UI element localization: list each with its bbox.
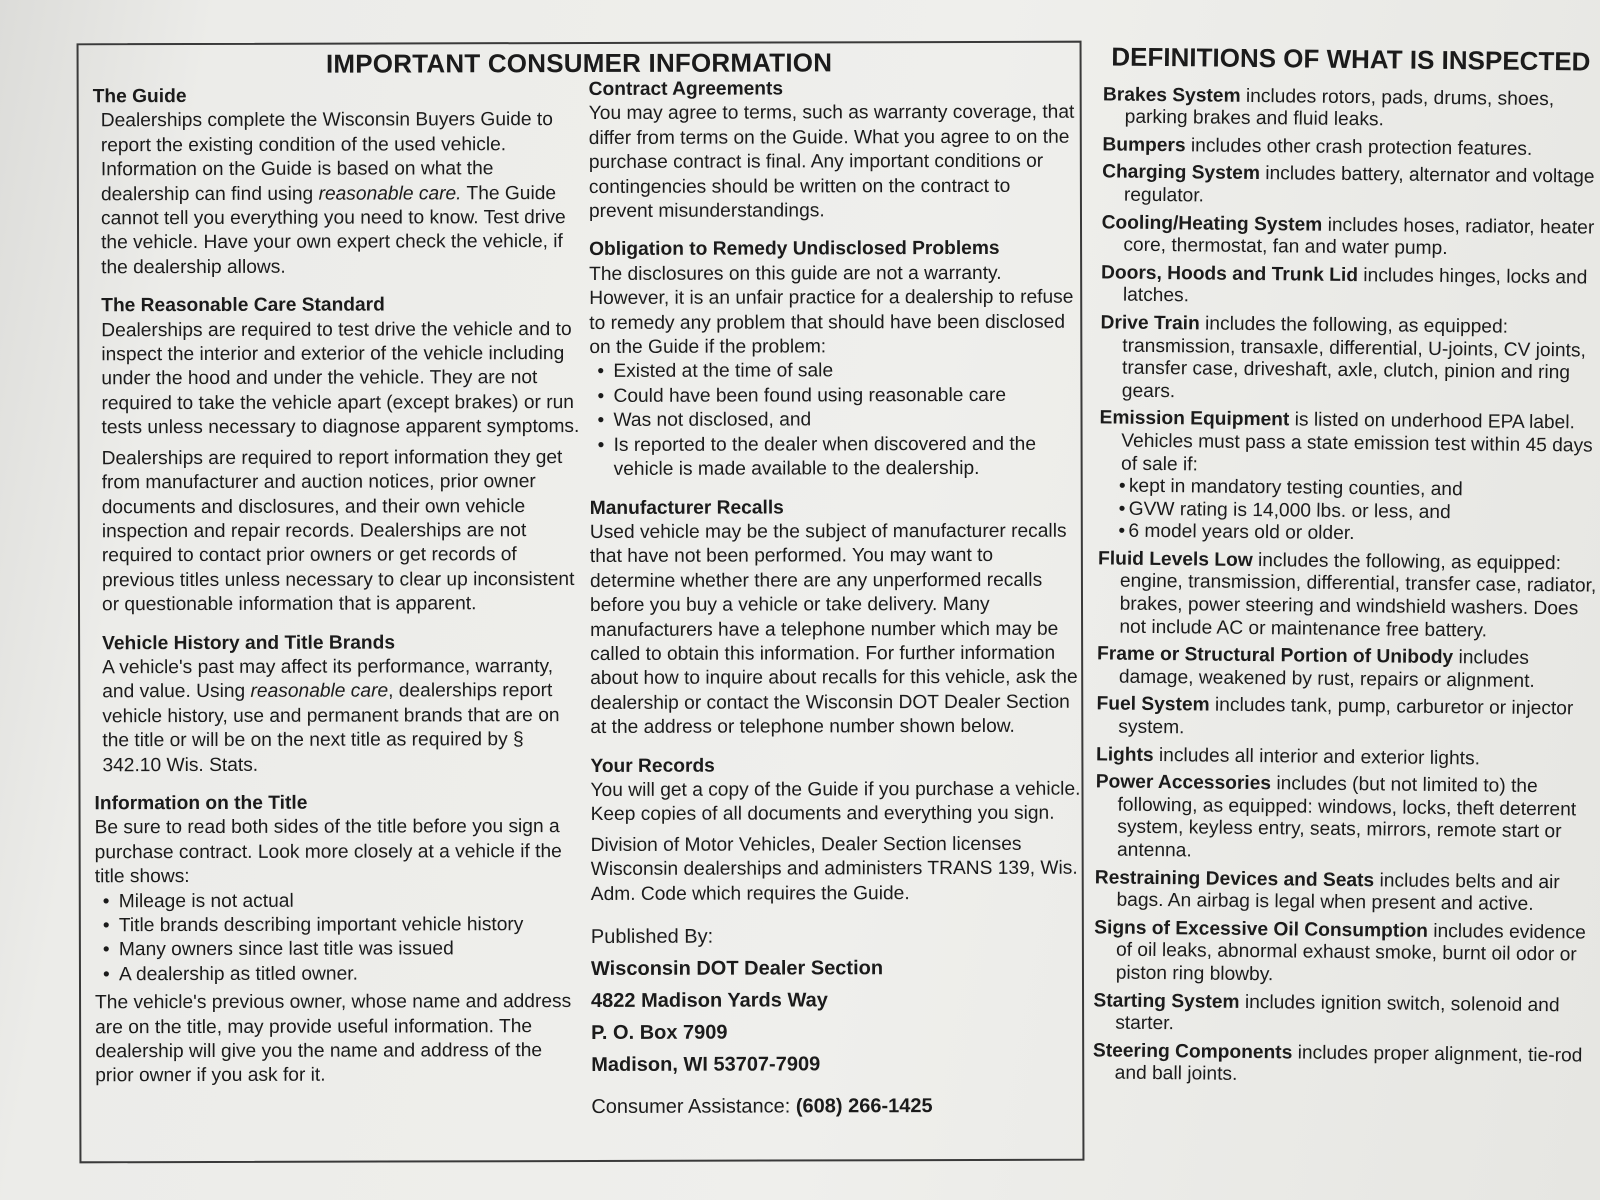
definition-desc: includes the following, as equipped: transmission, transaxle, differential, U-joints, CV joints, transfer case, driveshaft, axle, clutch, pinion and ring gears.: [1121, 313, 1586, 402]
title-bullet: • A dealership as titled owner.: [95, 962, 585, 988]
definition-term: Brakes System: [1102, 84, 1241, 107]
contract-heading: Contract Agreements: [588, 78, 784, 100]
definition-item: [1099, 408, 1600, 481]
definition-desc: is listed on underhood EPA label. Vehicles must pass a state emission test within 45 days of sale if:: [1120, 409, 1593, 475]
emission-bullet: • GVW rating is 14,000 lbs. or less, and: [1099, 498, 1599, 526]
section-history: [94, 631, 584, 779]
history-text: [94, 655, 584, 778]
definition-term: Charging System: [1102, 161, 1261, 185]
guide-text-a: Dealerships complete the Wisconsin Buyers Guide to report the existing condition of the used vehicle. Information on the Guide is based on what the dealership can find using: [100, 109, 553, 205]
reasonable-care-p1: Dealerships are required to test drive the vehicle and to inspect the interior and exterior of the vehicle including under the hood and under the vehicle. They are not required to take the vehicle apart (except brakes) or run tests unless necessary to diagnose apparent symptoms.: [101, 318, 580, 439]
column-right: [589, 77, 1082, 1120]
guide-text-emphasis: reasonable care.: [318, 182, 462, 205]
definition-item: [1103, 84, 1600, 134]
definition-desc: includes ignition switch, solenoid and starter.: [1115, 991, 1560, 1035]
definition-desc: includes (but not limited to) the following, as equipped: windows, locks, theft deterrent system, keyless entry, seats, mirrors, remote start or antenna.: [1116, 773, 1577, 862]
definition-desc: includes proper alignment, tie-rod and ball joints.: [1114, 1042, 1583, 1086]
records-p1: You will get a copy of the Guide if you purchase a vehicle. Keep copies of all documents and everything you sign.: [590, 778, 1081, 826]
obligation-intro: The disclosures on this guide are not a warranty. However, it is an unfair practice for a dealership to refuse to remedy any problem that should have been disclosed on the Guide if the problem:: [589, 262, 1074, 359]
records-p2: Division of Motor Vehicles, Dealer Section licenses Wisconsin dealerships and administers TRANS 139, Wis. Adm. Code which requires the Guide.: [590, 833, 1078, 905]
obligation-bullet: • Is reported to the dealer when discovered and the vehicle is made available to the dealership.: [590, 432, 1080, 482]
definition-item: [1097, 548, 1598, 644]
consumer-assistance: [591, 1094, 1081, 1120]
reasonable-care-heading: The Reasonable Care Standard: [101, 294, 385, 317]
definition-term: Signs of Excessive Oil Consumption: [1094, 917, 1429, 942]
title-bullet: • Many owners since last title was issued: [95, 937, 585, 963]
section-guide: [93, 84, 584, 281]
definition-term: Drive Train: [1100, 312, 1200, 335]
definition-desc: includes tank, pump, carburetor or injector system.: [1118, 695, 1574, 739]
history-heading: Vehicle History and Title Brands: [102, 632, 396, 654]
definition-item: [1101, 212, 1600, 262]
title-bullet: • Title brands describing important vehicle history: [95, 913, 585, 939]
recalls-heading: Manufacturer Recalls: [589, 496, 784, 519]
consumer-assistance-phone: (608) 266-1425: [795, 1095, 933, 1118]
definition-item: [1096, 694, 1596, 744]
definition-term: Steering Components: [1092, 1040, 1293, 1064]
definition-term: Emission Equipment: [1099, 407, 1290, 431]
title-info-outro: The vehicle's previous owner, whose name and address are on the title, may provide useful information. The dealership will give you the name and address of the prior owner if you ask for it.: [95, 991, 572, 1087]
definition-desc: includes evidence of oil leaks, abnormal exhaust smoke, burnt oil odor or piston ring blowby.: [1115, 920, 1586, 986]
definition-term: Frame or Structural Portion of Unibody: [1097, 643, 1454, 669]
definition-term: Bumpers: [1102, 134, 1186, 157]
definition-desc: includes rotors, pads, drums, shoes, parking brakes and fluid leaks.: [1124, 85, 1555, 131]
box-title: IMPORTANT CONSUMER INFORMATION: [325, 47, 833, 79]
column-left: [93, 84, 586, 1103]
definition-item: [1102, 162, 1600, 212]
section-reasonable-care: [93, 293, 584, 618]
definition-desc: includes belts and air bags. An airbag is legal when present and active.: [1116, 869, 1560, 916]
published-street: 4822 Madison Yards Way: [591, 989, 828, 1012]
definition-item: [1094, 917, 1595, 990]
definitions-panel: [1092, 41, 1600, 1095]
section-obligation: [589, 237, 1080, 482]
obligation-bullet: • Could have been found using reasonable care: [589, 384, 1079, 410]
definition-item: [1101, 262, 1600, 312]
contract-text: You may agree to terms, such as warranty coverage, that differ from terms on the Guide. What you agree to on the purchase contract is final. Any important conditions or contingencies should be written on the contract to prevent misunderstandings.: [588, 102, 1075, 223]
definition-desc: includes all interior and exterior lights.: [1158, 744, 1481, 770]
published-org: Wisconsin DOT Dealer Section: [590, 957, 884, 980]
definition-desc: includes battery, alternator and voltage regulator.: [1123, 163, 1595, 207]
guide-heading: The Guide: [92, 86, 187, 108]
definition-desc: includes hinges, locks and latches.: [1122, 264, 1588, 307]
obligation-heading: Obligation to Remedy Undisclosed Problems: [589, 238, 1000, 261]
definition-item: [1102, 134, 1600, 162]
definition-term: Lights: [1095, 743, 1154, 766]
consumer-assistance-label: Consumer Assistance:: [591, 1095, 791, 1118]
records-heading: Your Records: [590, 755, 715, 777]
published-city: Madison, WI 53707-7909: [591, 1053, 821, 1076]
obligation-bullet: • Existed at the time of sale: [589, 359, 1079, 385]
definition-item: [1093, 990, 1593, 1040]
consumer-information-box: [77, 41, 1085, 1164]
section-records: [590, 753, 1080, 907]
published-label: Published By:: [590, 925, 714, 948]
definition-item: [1093, 1040, 1593, 1090]
title-bullet: • Mileage is not actual: [95, 889, 585, 915]
title-info-heading: Information on the Title: [94, 792, 308, 815]
definition-item: [1097, 644, 1597, 694]
emission-bullet: • 6 model years old or older.: [1098, 521, 1598, 549]
definition-term: Cooling/Heating System: [1101, 211, 1323, 236]
definition-item: [1100, 312, 1600, 408]
emission-bullet: • kept in mandatory testing counties, and: [1099, 475, 1599, 503]
definition-desc: includes other crash protection features.: [1190, 135, 1533, 160]
definition-desc: includes the following, as equipped: engine, transmission, differential, transfer case, radiator, brakes, power steering and windshield washers. Does not include AC or maintenance free battery.: [1119, 549, 1597, 642]
definition-term: Fuel System: [1096, 693, 1210, 716]
history-text-b: , dealerships report vehicle history, use and permanent brands that are on the title or will be on the next title as required by § 342.10 Wis. Stats.: [102, 680, 560, 776]
definition-term: Power Accessories: [1095, 771, 1272, 795]
reasonable-care-p2: Dealerships are required to report information they get from manufacturer and auction notices, prior owner documents and disclosures, and their own vehicle inspection and repair records. Dealerships are not required to contact prior owners or get records of previous titles unless necessary to clear up inconsistent or questionable information that is apparent.: [101, 446, 575, 616]
section-title-info: [94, 791, 585, 1089]
definitions-title: DEFINITIONS OF WHAT IS INSPECTED: [1111, 41, 1591, 77]
definition-term: Restraining Devices and Seats: [1094, 866, 1375, 891]
definition-desc: includes hoses, radiator, heater core, thermostat, fan and water pump.: [1123, 214, 1595, 260]
guide-text-b: The Guide cannot tell you everything you need to know. Test drive the vehicle. Have your own expert check the vehicle, if the dealership allows.: [100, 182, 566, 279]
definition-term: Doors, Hoods and Trunk Lid: [1100, 262, 1359, 286]
definition-term: Starting System: [1093, 989, 1240, 1013]
definition-item: [1094, 867, 1594, 917]
recalls-text: Used vehicle may be the subject of manufacturer recalls that have not been performed. You may want to determine whether there are any unperformed recalls before you buy a vehicle or take delivery. Many manufacturers have a telephone number which may be called to obtain this information. For further information about how to inquire about recalls for this vehicle, ask the dealership or contact the Wisconsin DOT Dealer Section at the address or telephone number shown below.: [589, 520, 1078, 739]
published-pobox: P. O. Box 7909: [591, 1021, 728, 1044]
section-published: [591, 920, 1082, 1120]
definition-item: [1096, 744, 1596, 772]
history-text-emphasis: reasonable care: [250, 680, 389, 703]
section-recalls: [590, 495, 1081, 740]
title-info-intro: Be sure to read both sides of the title before you sign a purchase contract. Look more closely at a vehicle if the title shows:: [94, 816, 562, 888]
obligation-bullet: • Was not disclosed, and: [589, 408, 1079, 434]
definition-item: [1095, 772, 1596, 868]
history-text-a: A vehicle's past may affect its performance, warranty, and value. Using: [102, 656, 554, 703]
guide-text: [93, 108, 583, 280]
definition-desc: includes damage, weakened by rust, repairs or alignment.: [1118, 647, 1535, 692]
section-contract: [589, 77, 1079, 225]
definition-term: Fluid Levels Low: [1097, 548, 1253, 571]
